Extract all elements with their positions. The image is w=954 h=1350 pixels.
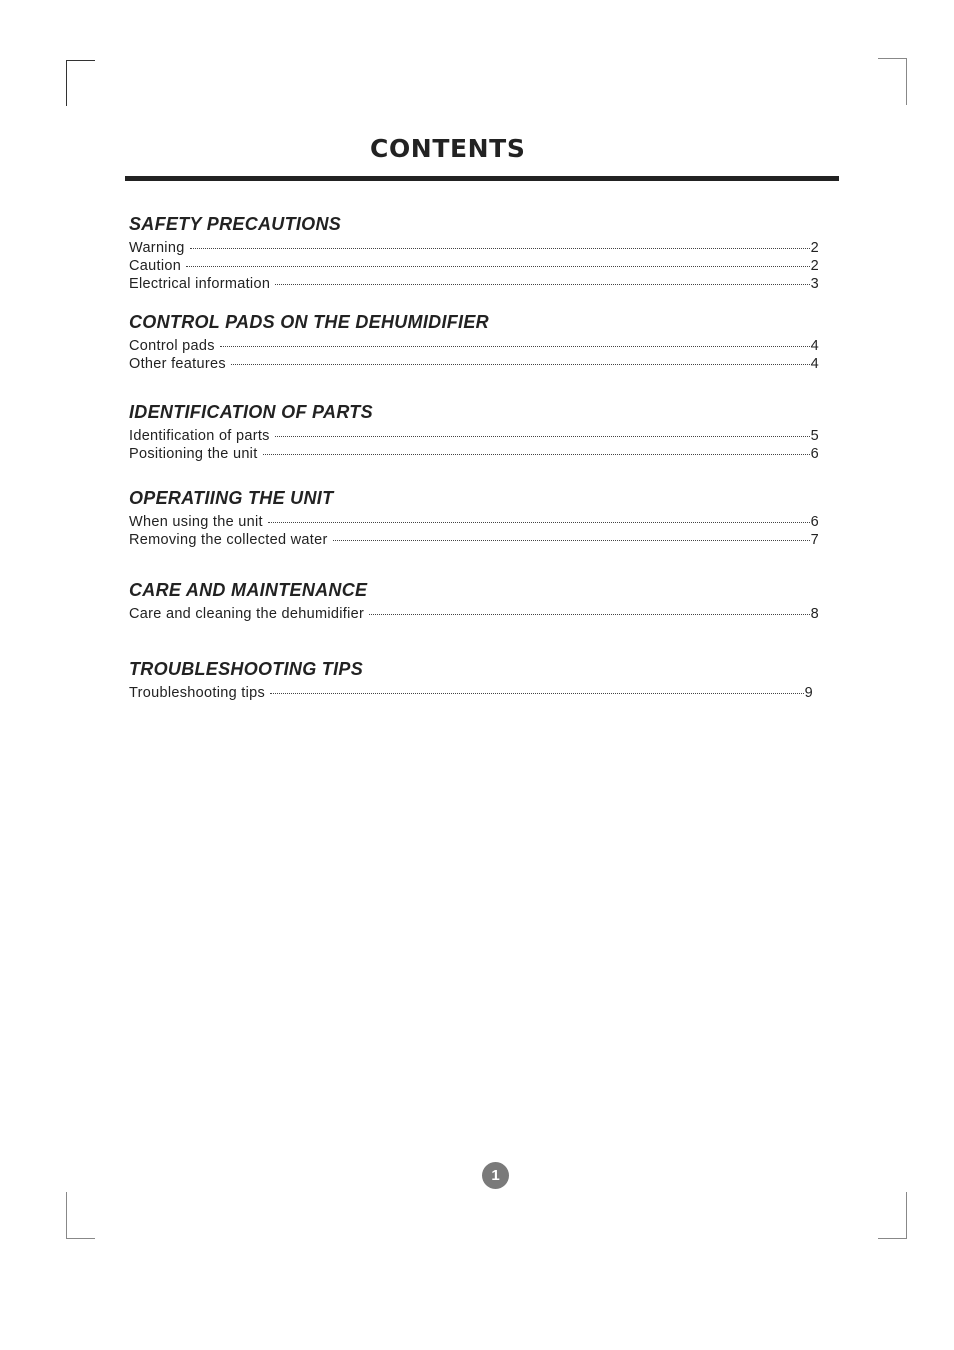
toc-entry[interactable] [129, 275, 819, 293]
dot-leader [270, 693, 804, 694]
entry-page: 6 [810, 514, 819, 530]
dot-leader [186, 266, 810, 267]
dot-leader [220, 346, 810, 347]
entry-label: Warning [129, 240, 185, 256]
section-heading: CARE AND MAINTENANCE [129, 580, 368, 600]
crop-mark-bottom-right [878, 1238, 907, 1239]
crop-mark-top-right [878, 58, 907, 59]
section-heading: CONTROL PADS ON THE DEHUMIDIFIER [129, 312, 489, 332]
toc-section-control-pads [129, 311, 819, 401]
entry-page: 4 [810, 356, 819, 372]
entry-label: Control pads [129, 338, 215, 354]
table-of-contents [129, 213, 819, 702]
entry-page: 2 [810, 240, 819, 256]
toc-entry[interactable] [129, 605, 819, 623]
entry-label: When using the unit [129, 514, 263, 530]
toc-entry[interactable] [129, 355, 819, 373]
toc-entry[interactable] [129, 531, 819, 549]
dot-leader [231, 364, 810, 365]
entry-page: 5 [810, 428, 819, 444]
section-heading: IDENTIFICATION OF PARTS [129, 402, 373, 422]
dot-leader [190, 248, 810, 249]
entry-label: Electrical information [129, 276, 271, 292]
entry-label: Care and cleaning the dehumidifier [129, 606, 365, 622]
toc-entry[interactable] [129, 337, 819, 355]
page-title: CONTENTS [370, 134, 526, 163]
entry-page: 8 [810, 606, 819, 622]
page-number-badge: 1 [482, 1162, 509, 1189]
entry-page: 2 [810, 258, 819, 274]
entry-page: 6 [810, 446, 819, 462]
toc-entry[interactable] [129, 513, 819, 531]
toc-section-troubleshooting-tips [129, 658, 813, 702]
entry-page: 9 [804, 685, 813, 701]
crop-mark-bottom-right [906, 1192, 907, 1239]
entry-label: Caution [129, 258, 182, 274]
section-heading: SAFETY PRECAUTIONS [129, 214, 342, 234]
dot-leader [263, 454, 810, 455]
toc-entry[interactable] [129, 257, 819, 275]
toc-entry[interactable] [129, 427, 819, 445]
entry-page: 4 [810, 338, 819, 354]
toc-section-operating-the-unit [129, 487, 819, 579]
section-heading: TROUBLESHOOTING TIPS [129, 659, 364, 679]
entry-label: Other features [129, 356, 226, 372]
toc-entry[interactable] [129, 445, 819, 463]
toc-section-identification-of-parts [129, 401, 819, 487]
entry-label: Identification of parts [129, 428, 270, 444]
dot-leader [369, 614, 810, 615]
entry-page: 7 [810, 532, 819, 548]
crop-mark-top-left [66, 60, 67, 106]
dot-leader [275, 436, 810, 437]
toc-entry[interactable] [129, 239, 819, 257]
section-heading: OPERATIING THE UNIT [129, 488, 334, 508]
title-rule [125, 176, 839, 181]
toc-entry[interactable] [129, 684, 813, 702]
crop-mark-bottom-left [66, 1238, 95, 1239]
dot-leader [268, 522, 810, 523]
entry-label: Troubleshooting tips [129, 685, 266, 701]
entry-page: 3 [810, 276, 819, 292]
dot-leader [333, 540, 810, 541]
entry-label: Positioning the unit [129, 446, 258, 462]
toc-section-safety-precautions [129, 213, 819, 311]
crop-mark-bottom-left [66, 1192, 67, 1239]
crop-mark-top-right [906, 58, 907, 105]
crop-mark-top-left [66, 60, 95, 61]
entry-label: Removing the collected water [129, 532, 328, 548]
toc-section-care-and-maintenance [129, 579, 819, 658]
dot-leader [275, 284, 809, 285]
